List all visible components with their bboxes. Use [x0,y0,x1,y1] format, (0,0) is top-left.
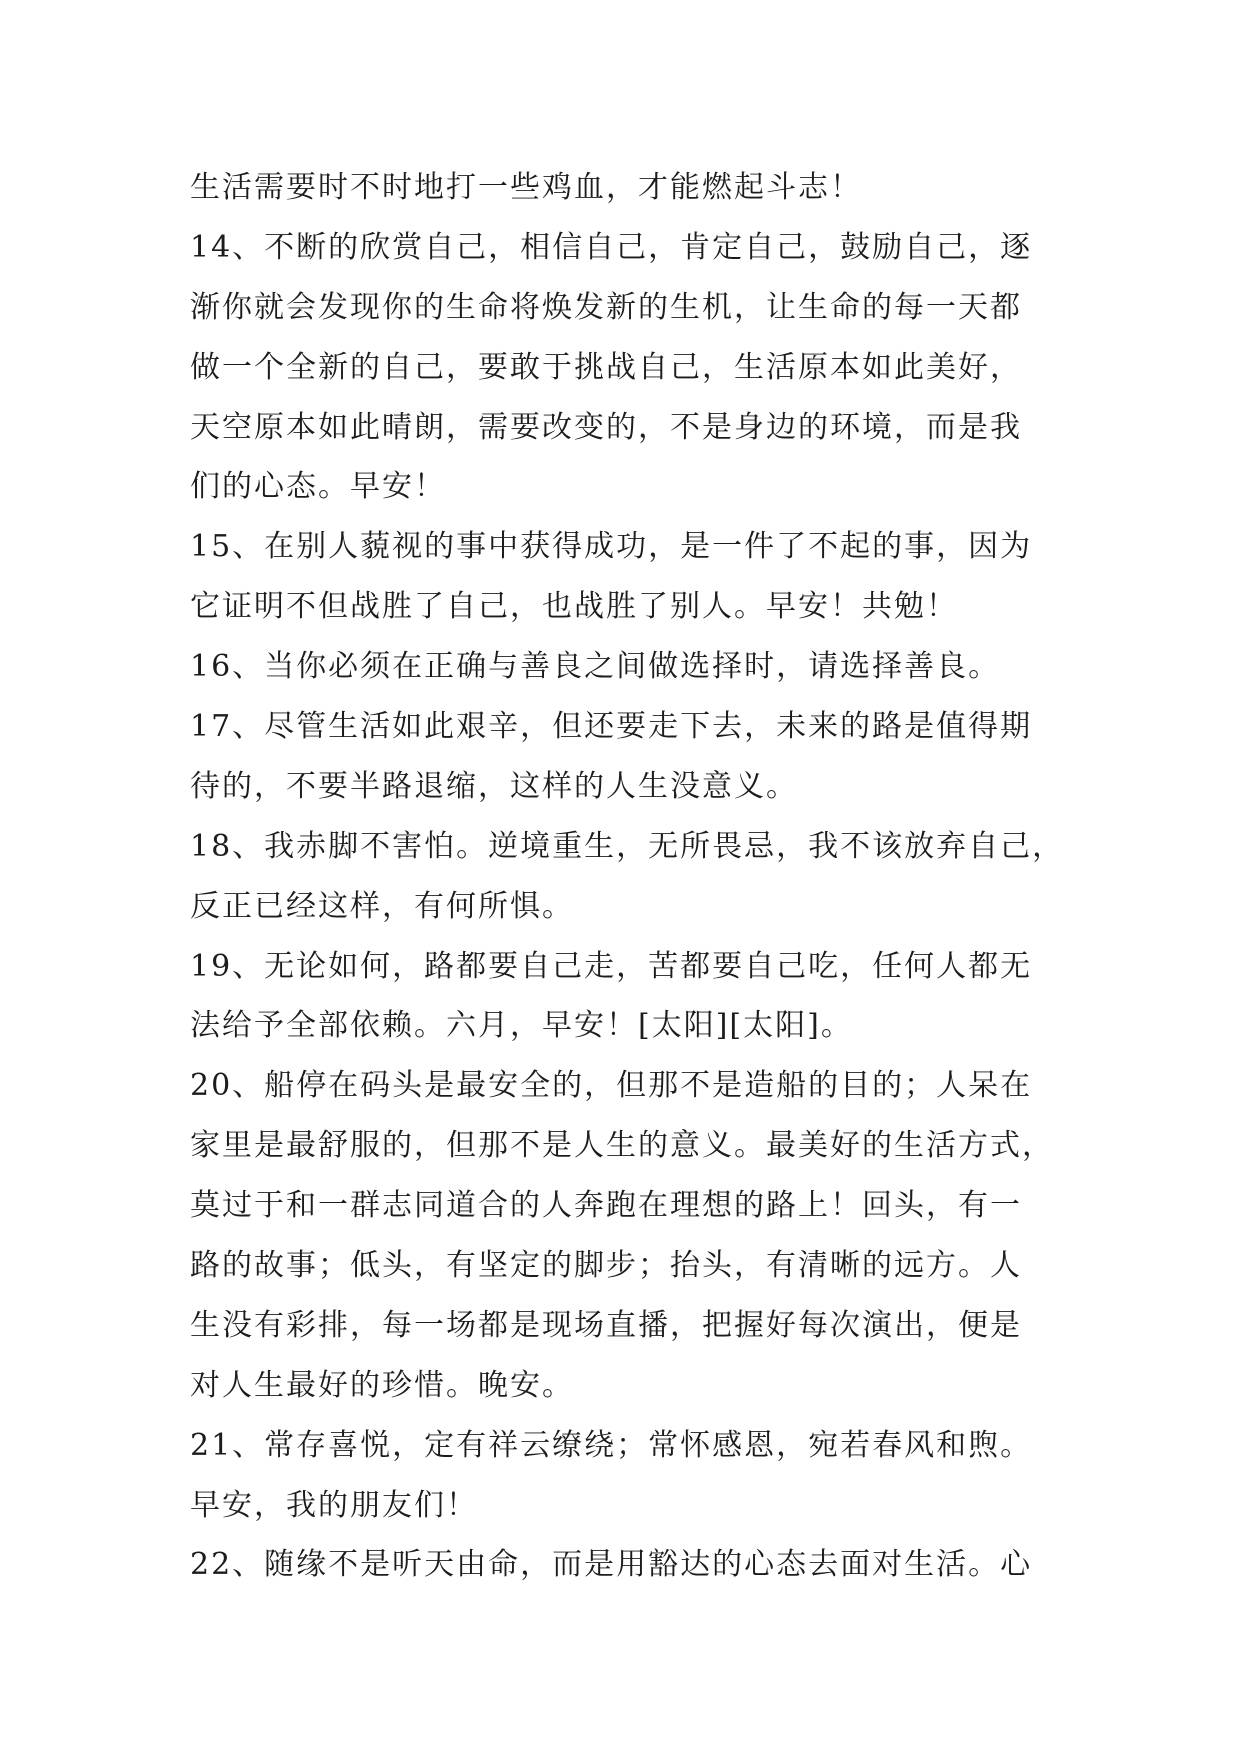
text-line: 做一个全新的自己，要敢于挑战自己，生活原本如此美好， [190,349,1022,385]
text-line: 法给予全部依赖。六月，早安！[太阳][太阳]。 [190,1008,853,1044]
text-line: 莫过于和一群志同道合的人奔跑在理想的路上！回头，有一 [190,1188,1022,1224]
text-line: 家里是最舒服的，但那不是人生的意义。最美好的生活方式， [190,1128,1054,1164]
text-line: 们的心态。早安！ [190,469,446,505]
text-line: 20、船停在码头是最安全的，但那不是造船的目的；人呆在 [190,1068,1033,1104]
text-line: 21、常存喜悦，定有祥云缭绕；常怀感恩，宛若春风和煦。 [190,1427,1033,1463]
text-line: 生活需要时不时地打一些鸡血，才能燃起斗志！ [190,170,862,205]
text-line: 生没有彩排，每一场都是现场直播，把握好每次演出，便是 [190,1307,1022,1343]
text-line: 15、在别人藐视的事中获得成功，是一件了不起的事，因为 [190,529,1033,565]
text-line: 天空原本如此晴朗，需要改变的，不是身边的环境，而是我 [190,409,1022,445]
text-line: 对人生最好的珍惜。晚安。 [190,1367,574,1403]
text-line: 渐你就会发现你的生命将焕发新的生机，让生命的每一天都 [190,289,1022,325]
text-line: 路的故事；低头，有坚定的脚步；抬头，有清晰的远方。人 [190,1248,1022,1284]
text-line: 16、当你必须在正确与善良之间做选择时，请选择善良。 [190,649,1001,685]
text-line: 19、无论如何，路都要自己走，苦都要自己吃，任何人都无 [190,948,1033,984]
text-line: 18、我赤脚不害怕。逆境重生，无所畏忌，我不该放弃自己， [190,828,1065,864]
text-line: 14、不断的欣赏自己，相信自己，肯定自己，鼓励自己，逐 [190,229,1033,265]
body-text [190,158,1070,1595]
text-line: 待的，不要半路退缩，这样的人生没意义。 [190,768,798,804]
text-line: 早安，我的朋友们！ [190,1487,478,1523]
text-line: 它证明不但战胜了自己，也战胜了别人。早安！共勉！ [190,589,958,625]
text-line: 22、随缘不是听天由命，而是用豁达的心态去面对生活。心 [190,1547,1033,1583]
text-line: 17、尽管生活如此艰辛，但还要走下去，未来的路是值得期 [190,709,1033,745]
text-line: 反正已经这样，有何所惧。 [190,888,574,924]
